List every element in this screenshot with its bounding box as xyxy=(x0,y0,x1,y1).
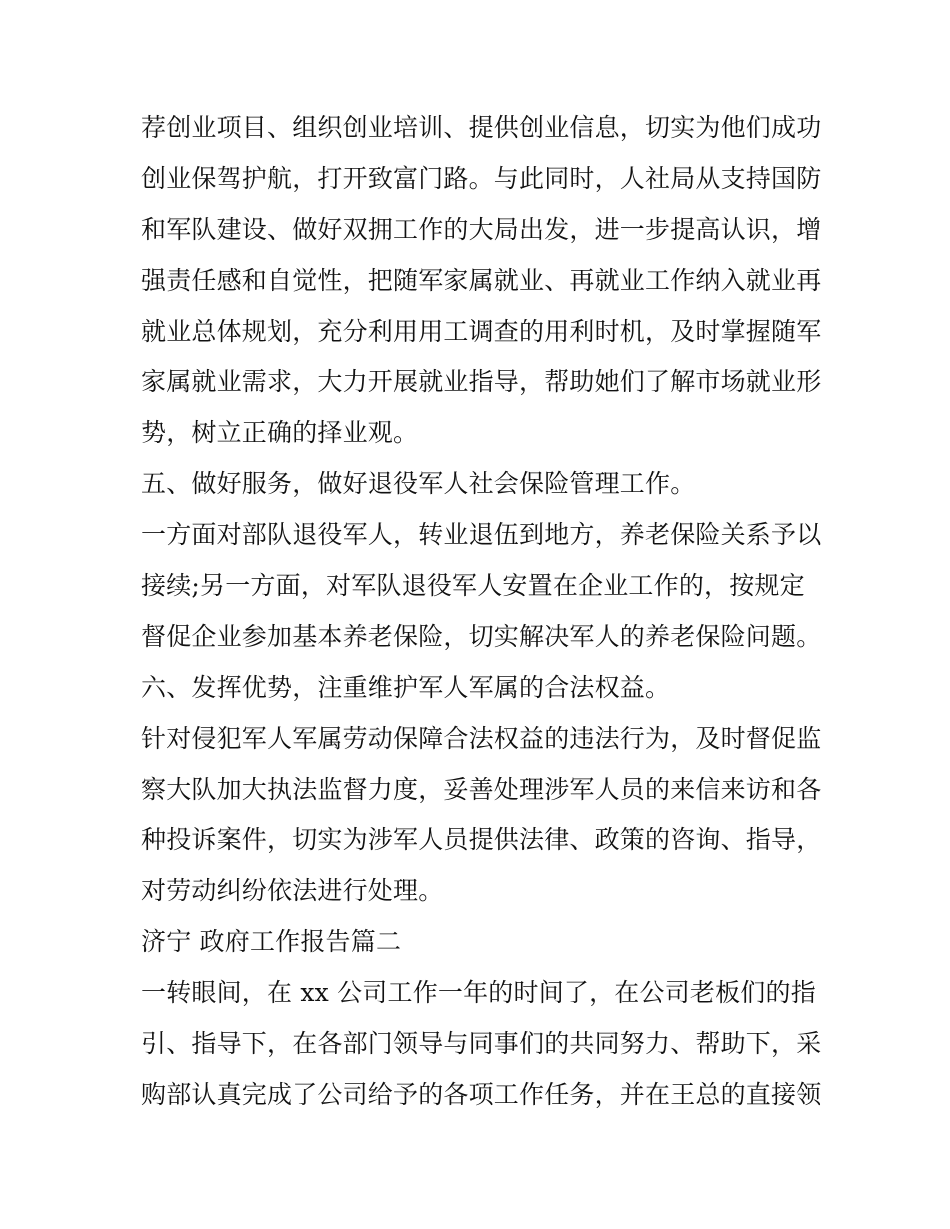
text-line: 引、指导下，在各部门领导与同事们的共同努力、帮助下，采 xyxy=(141,1029,822,1059)
text-line: 接续;另一方面，对军队退役军人安置在企业工作的，按规定 xyxy=(141,571,805,601)
text-line: 强责任感和自觉性，把随军家属就业、再就业工作纳入就业再 xyxy=(141,265,822,295)
text-line: 种投诉案件，切实为涉军人员提供法律、政策的咨询、指导， xyxy=(141,825,822,855)
text-line: 针对侵犯军人军属劳动保障合法权益的违法行为，及时督促监 xyxy=(141,723,822,753)
text-line: 察大队加大执法监督力度，妥善处理涉军人员的来信来访和各 xyxy=(141,774,822,804)
text-line: 对劳动纠纷依法进行处理。 xyxy=(141,876,444,906)
section-heading: 六、发挥优势，注重维护军人军属的合法权益。 xyxy=(141,672,671,702)
text-line: 和军队建设、做好双拥工作的大局出发，进一步提高认识，增 xyxy=(141,214,822,244)
article-title: 济宁 政府工作报告篇二 xyxy=(141,927,402,957)
text-line: 家属就业需求，大力开展就业指导，帮助她们了解市场就业形 xyxy=(141,367,822,397)
text-line: 一转眼间，在 xx 公司工作一年的时间了，在公司老板们的指 xyxy=(141,978,816,1008)
text-line: 荐创业项目、组织创业培训、提供创业信息，切实为他们成功 xyxy=(141,113,822,142)
body-text xyxy=(141,103,841,1121)
text-line: 就业总体规划，充分利用用工调查的用利时机，及时掌握随军 xyxy=(141,316,822,346)
text-line: 创业保驾护航，打开致富门路。与此同时，人社局从支持国防 xyxy=(141,163,822,193)
text-line: 势，树立正确的择业观。 xyxy=(141,418,419,448)
text-line: 督促企业参加基本养老保险，切实解决军人的养老保险问题。 xyxy=(141,621,822,651)
section-heading: 五、做好服务，做好退役军人社会保险管理工作。 xyxy=(141,469,696,499)
text-line: 购部认真完成了公司给予的各项工作任务，并在王总的直接领 xyxy=(141,1079,822,1109)
text-line: 一方面对部队退役军人，转业退伍到地方，养老保险关系予以 xyxy=(141,520,822,550)
